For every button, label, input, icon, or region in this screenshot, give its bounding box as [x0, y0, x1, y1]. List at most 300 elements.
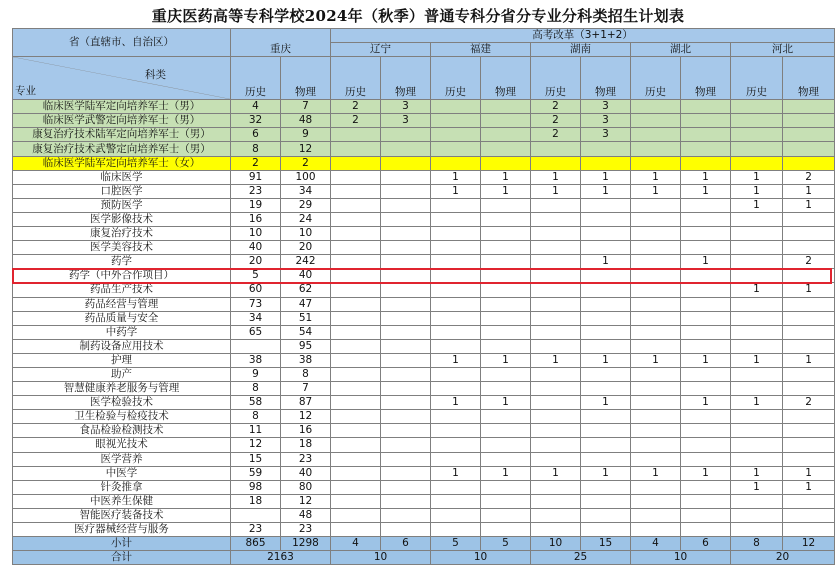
major-name: 临床医学陆军定向培养军士（女） — [13, 156, 231, 170]
quota-cell — [731, 156, 783, 170]
quota-cell — [681, 325, 731, 339]
quota-cell — [331, 466, 381, 480]
quota-cell: 1 — [731, 170, 783, 184]
quota-cell: 2 — [331, 114, 381, 128]
subtotal-cell: 1298 — [281, 537, 331, 551]
quota-cell — [731, 241, 783, 255]
quota-cell — [481, 523, 531, 537]
quota-cell — [731, 227, 783, 241]
quota-cell — [381, 494, 431, 508]
table-row — [13, 382, 835, 396]
quota-cell — [331, 410, 381, 424]
quota-cell — [431, 128, 481, 142]
quota-cell: 1 — [581, 170, 631, 184]
quota-cell: 12 — [231, 438, 281, 452]
subtotal-cell: 5 — [431, 537, 481, 551]
table-row — [13, 283, 835, 297]
reform-header: 高考改革（3+1+2） — [331, 29, 835, 43]
quota-cell: 12 — [281, 410, 331, 424]
quota-cell — [731, 212, 783, 226]
major-name: 智能医疗装备技术 — [13, 508, 231, 522]
quota-cell — [431, 438, 481, 452]
quota-cell — [581, 410, 631, 424]
quota-cell — [631, 452, 681, 466]
quota-cell: 2 — [783, 396, 835, 410]
quota-cell — [481, 311, 531, 325]
major-name: 医学影像技术 — [13, 212, 231, 226]
quota-cell — [531, 156, 581, 170]
quota-cell — [681, 494, 731, 508]
quota-cell: 60 — [231, 283, 281, 297]
quota-cell — [783, 339, 835, 353]
quota-cell — [681, 198, 731, 212]
quota-cell — [631, 156, 681, 170]
quota-cell — [731, 382, 783, 396]
major-name: 预防医学 — [13, 198, 231, 212]
quota-cell — [481, 480, 531, 494]
quota-cell — [581, 438, 631, 452]
quota-cell: 2 — [531, 100, 581, 114]
table-row — [13, 269, 835, 283]
subtotal-cell: 865 — [231, 537, 281, 551]
quota-cell — [783, 325, 835, 339]
enrollment-plan-table — [12, 28, 835, 565]
quota-cell — [531, 325, 581, 339]
total-cell: 10 — [331, 551, 431, 565]
quota-cell — [631, 297, 681, 311]
quota-cell — [431, 480, 481, 494]
quota-cell — [431, 156, 481, 170]
quota-cell: 16 — [231, 212, 281, 226]
table-row — [13, 212, 835, 226]
quota-cell: 91 — [231, 170, 281, 184]
diagonal-divider — [13, 57, 230, 99]
quota-cell — [631, 396, 681, 410]
quota-cell — [731, 339, 783, 353]
quota-cell — [581, 269, 631, 283]
quota-cell — [731, 255, 783, 269]
table-row — [13, 227, 835, 241]
major-name: 医学美容技术 — [13, 241, 231, 255]
quota-cell — [531, 367, 581, 381]
quota-cell — [481, 382, 531, 396]
quota-cell: 1 — [783, 198, 835, 212]
quota-cell — [331, 480, 381, 494]
quota-cell — [381, 255, 431, 269]
quota-cell: 2 — [531, 128, 581, 142]
quota-cell — [731, 269, 783, 283]
quota-cell — [481, 255, 531, 269]
quota-cell — [381, 523, 431, 537]
quota-cell — [331, 353, 381, 367]
quota-cell — [631, 382, 681, 396]
subject-header: 历史 — [231, 57, 281, 100]
quota-cell — [331, 424, 381, 438]
quota-cell — [381, 156, 431, 170]
quota-cell — [431, 255, 481, 269]
quota-cell — [381, 410, 431, 424]
subject-header: 历史 — [531, 57, 581, 100]
quota-cell: 18 — [281, 438, 331, 452]
subject-header: 历史 — [431, 57, 481, 100]
total-cell: 10 — [631, 551, 731, 565]
quota-cell — [631, 241, 681, 255]
major-name: 中药学 — [13, 325, 231, 339]
quota-cell — [731, 367, 783, 381]
quota-cell: 3 — [381, 114, 431, 128]
major-name: 助产 — [13, 367, 231, 381]
quota-cell — [731, 494, 783, 508]
quota-cell: 5 — [231, 269, 281, 283]
quota-cell: 1 — [431, 396, 481, 410]
quota-cell: 1 — [681, 184, 731, 198]
quota-cell — [381, 367, 431, 381]
table-row — [13, 255, 835, 269]
quota-cell: 29 — [281, 198, 331, 212]
quota-cell: 6 — [231, 128, 281, 142]
quota-cell: 40 — [231, 241, 281, 255]
quota-cell — [783, 311, 835, 325]
quota-cell — [331, 212, 381, 226]
quota-cell — [431, 494, 481, 508]
quota-cell — [731, 424, 783, 438]
quota-cell — [481, 367, 531, 381]
quota-cell — [331, 128, 381, 142]
table-row — [13, 339, 835, 353]
quota-cell — [531, 255, 581, 269]
quota-cell: 1 — [481, 184, 531, 198]
quota-cell: 10 — [281, 227, 331, 241]
quota-cell — [681, 339, 731, 353]
quota-cell — [631, 227, 681, 241]
major-name: 医疗器械经营与服务 — [13, 523, 231, 537]
table-row — [13, 156, 835, 170]
quota-cell — [331, 297, 381, 311]
table-row — [13, 353, 835, 367]
quota-cell — [631, 325, 681, 339]
quota-cell — [381, 438, 431, 452]
major-name: 眼视光技术 — [13, 438, 231, 452]
major-name: 护理 — [13, 353, 231, 367]
table-row — [13, 438, 835, 452]
quota-cell: 20 — [281, 241, 331, 255]
subject-header: 物理 — [381, 57, 431, 100]
quota-cell — [581, 424, 631, 438]
quota-cell — [431, 523, 481, 537]
subject-header: 历史 — [731, 57, 783, 100]
quota-cell — [631, 508, 681, 522]
quota-cell: 1 — [481, 396, 531, 410]
quota-cell — [481, 128, 531, 142]
major-name: 制药设备应用技术 — [13, 339, 231, 353]
major-name: 医学检验技术 — [13, 396, 231, 410]
total-label: 合计 — [13, 551, 231, 565]
quota-cell — [481, 452, 531, 466]
major-name: 康复治疗技术陆军定向培养军士（男） — [13, 128, 231, 142]
quota-cell: 23 — [281, 452, 331, 466]
quota-cell — [381, 142, 431, 156]
quota-cell — [681, 508, 731, 522]
quota-cell — [431, 297, 481, 311]
quota-cell — [731, 438, 783, 452]
quota-cell: 3 — [581, 114, 631, 128]
province-header: 省（直辖市、自治区） — [13, 29, 231, 57]
quota-cell: 40 — [281, 269, 331, 283]
quota-cell — [431, 339, 481, 353]
quota-cell: 1 — [531, 170, 581, 184]
quota-cell: 1 — [581, 396, 631, 410]
quota-cell — [331, 339, 381, 353]
quota-cell — [381, 339, 431, 353]
province-heb: 河北 — [731, 43, 835, 57]
table-row — [13, 241, 835, 255]
quota-cell — [581, 325, 631, 339]
quota-cell — [531, 494, 581, 508]
quota-cell — [481, 508, 531, 522]
quota-cell: 9 — [281, 128, 331, 142]
quota-cell — [783, 114, 835, 128]
quota-cell: 1 — [731, 283, 783, 297]
quota-cell: 8 — [231, 142, 281, 156]
quota-cell — [331, 227, 381, 241]
quota-cell: 1 — [783, 480, 835, 494]
quota-cell — [783, 142, 835, 156]
table-row — [13, 480, 835, 494]
quota-cell — [581, 508, 631, 522]
quota-cell: 1 — [681, 255, 731, 269]
quota-cell — [381, 508, 431, 522]
quota-cell: 2 — [231, 156, 281, 170]
quota-cell — [431, 452, 481, 466]
quota-cell — [783, 508, 835, 522]
major-name: 临床医学武警定向培养军士（男） — [13, 114, 231, 128]
quota-cell — [431, 212, 481, 226]
quota-cell — [381, 480, 431, 494]
quota-cell — [331, 508, 381, 522]
quota-cell — [581, 452, 631, 466]
quota-cell — [331, 438, 381, 452]
table-row — [13, 424, 835, 438]
quota-cell: 4 — [231, 100, 281, 114]
table-row — [13, 170, 835, 184]
major-label: 专业 — [15, 85, 36, 98]
quota-cell — [381, 452, 431, 466]
table-row — [13, 198, 835, 212]
quota-cell: 1 — [731, 466, 783, 480]
quota-cell: 1 — [581, 255, 631, 269]
quota-cell — [531, 142, 581, 156]
subject-header: 历史 — [631, 57, 681, 100]
table-row — [13, 100, 835, 114]
quota-cell: 2 — [783, 170, 835, 184]
quota-cell — [681, 241, 731, 255]
quota-cell — [381, 241, 431, 255]
quota-cell — [481, 283, 531, 297]
quota-cell: 1 — [681, 396, 731, 410]
quota-cell: 73 — [231, 297, 281, 311]
quota-cell — [731, 114, 783, 128]
quota-cell: 2 — [331, 100, 381, 114]
subtotal-cell: 8 — [731, 537, 783, 551]
quota-cell — [581, 283, 631, 297]
major-name: 临床医学 — [13, 170, 231, 184]
quota-cell — [681, 367, 731, 381]
quota-cell — [783, 241, 835, 255]
quota-cell — [783, 297, 835, 311]
quota-cell: 51 — [281, 311, 331, 325]
quota-cell: 47 — [281, 297, 331, 311]
province-hb: 湖北 — [631, 43, 731, 57]
quota-cell — [681, 523, 731, 537]
quota-cell — [731, 410, 783, 424]
quota-cell — [631, 100, 681, 114]
major-name: 药品经营与管理 — [13, 297, 231, 311]
quota-cell: 12 — [281, 142, 331, 156]
quota-cell — [431, 241, 481, 255]
table-row — [13, 128, 835, 142]
quota-cell — [431, 382, 481, 396]
quota-cell — [531, 396, 581, 410]
quota-cell — [531, 283, 581, 297]
subject-header: 物理 — [681, 57, 731, 100]
quota-cell — [631, 269, 681, 283]
quota-cell — [331, 142, 381, 156]
quota-cell — [481, 438, 531, 452]
major-name: 中医学 — [13, 466, 231, 480]
subtotal-cell: 4 — [631, 537, 681, 551]
quota-cell: 100 — [281, 170, 331, 184]
quota-cell: 1 — [531, 353, 581, 367]
quota-cell: 1 — [783, 283, 835, 297]
quota-cell — [331, 269, 381, 283]
province-ln: 辽宁 — [331, 43, 431, 57]
quota-cell — [681, 156, 731, 170]
table-row — [13, 184, 835, 198]
quota-cell: 1 — [681, 466, 731, 480]
category-major-corner — [13, 57, 231, 100]
quota-cell — [481, 494, 531, 508]
subtotal-cell: 6 — [381, 537, 431, 551]
total-cell: 25 — [531, 551, 631, 565]
quota-cell — [331, 198, 381, 212]
major-name: 药学（中外合作项目） — [13, 269, 231, 283]
quota-cell: 1 — [631, 170, 681, 184]
quota-cell: 32 — [231, 114, 281, 128]
quota-cell: 54 — [281, 325, 331, 339]
quota-cell — [531, 241, 581, 255]
major-name: 医学营养 — [13, 452, 231, 466]
quota-cell — [731, 523, 783, 537]
category-label: 科类 — [145, 69, 166, 82]
table-row — [13, 142, 835, 156]
quota-cell: 34 — [281, 184, 331, 198]
major-name: 药品质量与安全 — [13, 311, 231, 325]
quota-cell — [783, 212, 835, 226]
quota-cell — [731, 297, 783, 311]
quota-cell — [631, 311, 681, 325]
quota-cell — [631, 438, 681, 452]
quota-cell — [431, 227, 481, 241]
quota-cell — [681, 297, 731, 311]
quota-cell — [331, 396, 381, 410]
quota-cell — [731, 100, 783, 114]
quota-cell — [631, 424, 681, 438]
major-name: 口腔医学 — [13, 184, 231, 198]
quota-cell — [381, 353, 431, 367]
quota-cell — [731, 508, 783, 522]
quota-cell — [631, 212, 681, 226]
quota-cell — [531, 269, 581, 283]
quota-cell — [531, 212, 581, 226]
quota-cell — [631, 283, 681, 297]
quota-cell — [783, 523, 835, 537]
quota-cell — [481, 339, 531, 353]
quota-cell — [481, 156, 531, 170]
quota-cell — [681, 410, 731, 424]
quota-cell — [531, 508, 581, 522]
major-name: 康复治疗技术武警定向培养军士（男） — [13, 142, 231, 156]
quota-cell — [731, 128, 783, 142]
quota-cell — [631, 255, 681, 269]
quota-cell: 62 — [281, 283, 331, 297]
quota-cell: 16 — [281, 424, 331, 438]
quota-cell — [681, 283, 731, 297]
quota-cell — [481, 114, 531, 128]
quota-cell: 1 — [431, 184, 481, 198]
quota-cell — [331, 184, 381, 198]
quota-cell — [681, 424, 731, 438]
quota-cell — [481, 227, 531, 241]
quota-cell — [731, 452, 783, 466]
quota-cell — [681, 227, 731, 241]
subject-header: 历史 — [331, 57, 381, 100]
quota-cell: 9 — [231, 367, 281, 381]
quota-cell — [331, 170, 381, 184]
quota-cell — [381, 283, 431, 297]
quota-cell — [531, 297, 581, 311]
subtotal-cell: 10 — [531, 537, 581, 551]
quota-cell — [381, 170, 431, 184]
page-title: 重庆医药高等专科学校2024年（秋季）普通专科分省分专业分科类招生计划表 — [151, 7, 685, 25]
quota-cell: 48 — [281, 114, 331, 128]
quota-cell — [731, 325, 783, 339]
quota-cell — [331, 494, 381, 508]
quota-cell — [581, 523, 631, 537]
quota-cell — [581, 227, 631, 241]
quota-cell — [481, 325, 531, 339]
quota-cell — [581, 297, 631, 311]
quota-cell — [681, 438, 731, 452]
quota-cell: 1 — [783, 466, 835, 480]
subtotal-cell: 5 — [481, 537, 531, 551]
major-name: 卫生检验与检疫技术 — [13, 410, 231, 424]
subject-header: 物理 — [481, 57, 531, 100]
quota-cell: 23 — [231, 523, 281, 537]
quota-cell — [631, 198, 681, 212]
province-fj: 福建 — [431, 43, 531, 57]
quota-cell: 1 — [631, 353, 681, 367]
quota-cell — [481, 269, 531, 283]
quota-cell: 1 — [481, 353, 531, 367]
quota-cell — [531, 311, 581, 325]
quota-cell — [381, 212, 431, 226]
quota-cell — [531, 480, 581, 494]
quota-cell — [631, 523, 681, 537]
province-hn: 湖南 — [531, 43, 631, 57]
subtotal-cell: 6 — [681, 537, 731, 551]
quota-cell — [481, 241, 531, 255]
quota-cell — [481, 100, 531, 114]
